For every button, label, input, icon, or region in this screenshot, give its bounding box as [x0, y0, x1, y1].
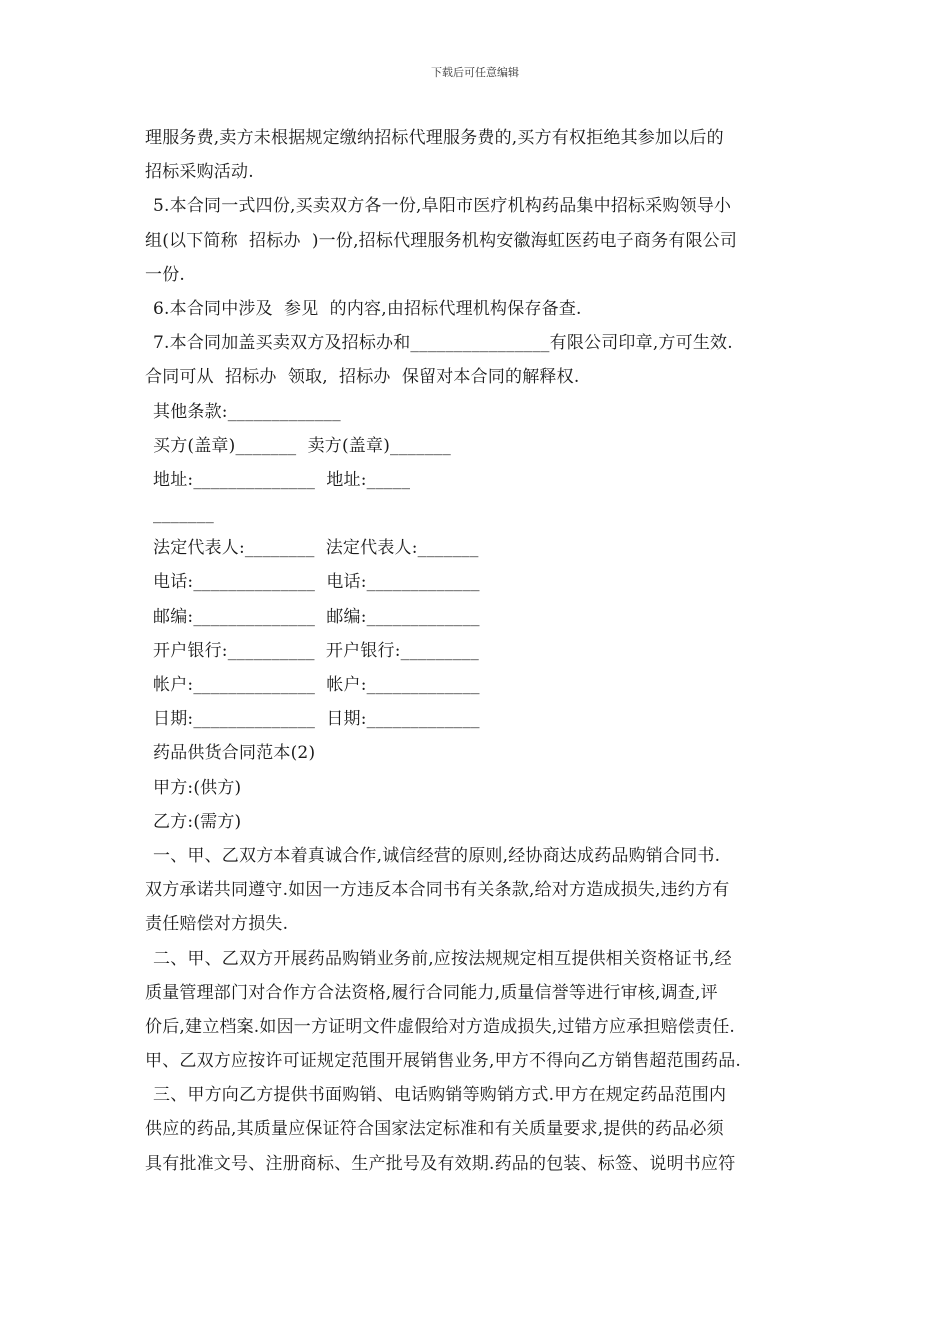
paragraph-line: 供应的药品,其质量应保证符合国家法定标准和有关质量要求,提供的药品必须	[145, 1119, 724, 1140]
paragraph-line: 具有批准文号、注册商标、生产批号及有效期.药品的包装、标签、说明书应符	[145, 1153, 736, 1174]
address-fields: 地址:______________ 地址:_____	[153, 469, 411, 490]
postcode-fields: 邮编:______________ 邮编:_____________	[153, 606, 480, 627]
address-continuation: _______	[153, 504, 214, 525]
section-title: 药品供货合同范本(2)	[153, 743, 316, 764]
paragraph-line: 一份.	[145, 264, 186, 285]
article-1-line: 一、甲、乙双方本着真诚合作,诚信经营的原则,经协商达成药品购销合同书.	[153, 845, 721, 866]
bank-fields: 开户银行:__________ 开户银行:_________	[153, 640, 479, 661]
account-fields: 帐户:______________ 帐户:_____________	[153, 675, 480, 695]
document-body	[145, 121, 815, 1181]
article-3-line: 三、甲方向乙方提供书面购销、电话购销等购销方式.甲方在规定药品范围内	[153, 1085, 727, 1106]
seal-fields: 买方(盖章)_______ 卖方(盖章)_______	[153, 435, 451, 456]
paragraph-line: 招标采购活动.	[145, 162, 254, 183]
other-terms-field: 其他条款:_____________	[153, 401, 341, 422]
paragraph-line: 理服务费,卖方未根据规定缴纳招标代理服务费的,买方有权拒绝其参加以后的	[145, 128, 724, 148]
article-2-line: 二、甲、乙双方开展药品购销业务前,应按法规规定相互提供相关资格证书,经	[153, 948, 732, 969]
paragraph-line: 责任赔偿对方损失.	[145, 914, 289, 935]
page-header: 下载后可任意编辑	[431, 66, 519, 79]
clause-7-line: 7.本合同加盖买卖双方及招标办和________________有限公司印章,方可生效.	[153, 333, 733, 354]
clause-5-line: 5.本合同一式四份,买卖双方各一份,阜阳市医疗机构药品集中招标采购领导小	[153, 196, 732, 217]
date-fields: 日期:______________ 日期:_____________	[153, 709, 480, 730]
paragraph-line: 价后,建立档案.如因一方证明文件虚假给对方造成损失,过错方应承担赔偿责任.	[145, 1016, 736, 1037]
paragraph-line: 甲、乙双方应按许可证规定范围开展销售业务,甲方不得向乙方销售超范围药品.	[145, 1051, 742, 1072]
phone-fields: 电话:______________ 电话:_____________	[153, 572, 480, 593]
party-b-label: 乙方:(需方)	[153, 811, 242, 832]
legal-rep-fields: 法定代表人:________ 法定代表人:_______	[153, 538, 479, 559]
paragraph-line: 合同可从 招标办 领取, 招标办 保留对本合同的解释权.	[145, 367, 580, 388]
paragraph-line: 组(以下简称 招标办 )一份,招标代理服务机构安徽海虹医药电子商务有限公司	[145, 230, 738, 251]
party-a-label: 甲方:(供方)	[153, 777, 242, 798]
clause-6-line: 6.本合同中涉及 参见 的内容,由招标代理机构保存备查.	[153, 298, 582, 319]
paragraph-line: 质量管理部门对合作方合法资格,履行合同能力,质量信誉等进行审核,调查,评	[145, 982, 718, 1003]
paragraph-line: 双方承诺共同遵守.如因一方违反本合同书有关条款,给对方造成损失,违约方有	[145, 880, 730, 901]
